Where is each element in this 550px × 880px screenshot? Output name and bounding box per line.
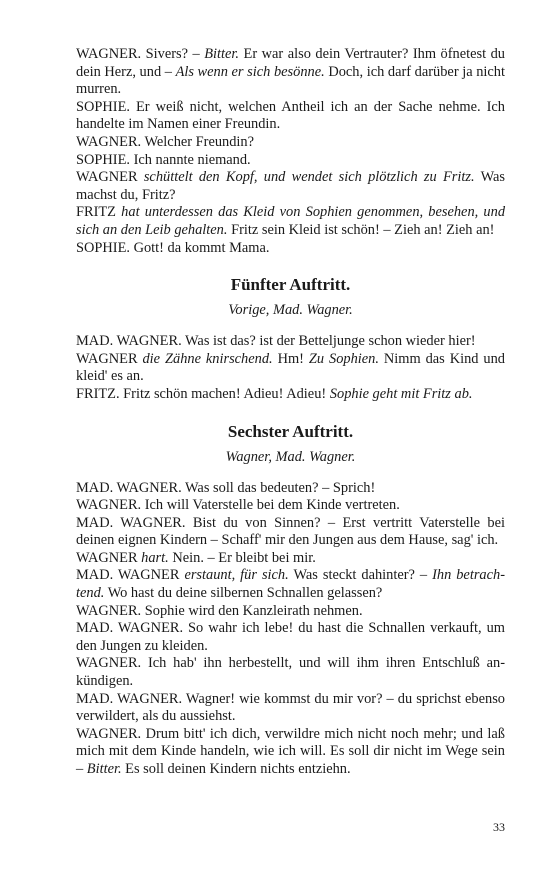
dialogue-text: MAD. WAGNER. So wahr ich lebe! du hast die Schnallen verkauft, um den Jungen zu kleiden. [76,620,505,654]
dialogue-line [76,134,505,152]
dialogue-text: MAD. WAGNER. Bist du von Sinnen? – Erst vertritt Vaterstelle bei deinen eignen Kindern – Schaff' mir den Jungen aus dem Hause, sag' ich. [76,514,505,549]
stage-direction: schüttelt den Kopf, und wendet sich plötzlich zu Fritz. [143,169,475,186]
dialogue-text: MAD. WAGNER. Wagner! wie kommst du mir vor? – du sprichst ebenso verwildert, als du aussiehst. [76,690,505,725]
stage-direction: Als wenn er sich besönne. [175,63,325,80]
scene-heading-5: Fünfter Auftritt. [230,275,351,295]
dialogue-line [76,726,505,779]
dialogue-line [76,655,505,690]
stage-direction: hart. [141,549,169,566]
dialogue-text: MAD. WAGNER. Was ist das? ist der Betteljunge schon wieder hier! [76,333,476,350]
stage-direction: hat unterdessen das Kleid von Sophien genommen, besehen, und sich an den Leib gehalten. [76,204,506,238]
dialogue-line [76,169,505,204]
stage-direction: Zu Sophien. [308,350,379,367]
dialogue-text: Er war also dein Vertrauter? Ihm öfnetest du dein Herz, und – [76,46,505,80]
stage-direction: erstaunt, für sich. [184,567,289,584]
dialogue-line [76,515,505,550]
dialogue-line [76,351,505,386]
dialogue-text: WAGNER. Sophie wird den Kanzleirath nehmen. [76,602,363,619]
dialogue-text: FRITZ [76,204,122,221]
scene-cast-5: Vorige, Mad. Wagner. [228,302,353,319]
dialogue-block-2 [76,333,505,403]
dialogue-text: Wo hast du deine silbernen Schnallen gelassen? [104,585,383,602]
stage-direction: die Zähne knirschend. [142,350,273,367]
dialogue-text: Was steckt dahinter? – [288,567,433,584]
dialogue-text: MAD. WAGNER. Was soll das bedeuten? – Sprich! [76,479,376,496]
dialogue-line [76,333,505,351]
page-number: 33 [493,820,505,834]
dialogue-line [76,99,505,134]
dialogue-text: WAGNER. Ich hab' ihn herbestellt, und will ihm ihren Entschluß ankündigen. [76,655,505,690]
dialogue-text: Hm! [272,350,309,367]
dialogue-text: WAGNER. Welcher Freundin? [76,133,255,150]
dialogue-text: SOPHIE. Er weiß nicht, welchen Antheil ich an der Sache nehme. Ich handelte im Namen einer Freundin. [76,98,505,133]
dialogue-block-3 [76,480,505,779]
dialogue-text: Nimm das Kind und kleid' es an. [76,350,505,385]
dialogue-text: WAGNER [76,549,142,566]
dialogue-text: MAD. WAGNER [76,567,185,584]
dialogue-text: WAGNER. Ich will Vaterstelle bei dem Kinde vertreten. [76,497,400,514]
dialogue-line [76,240,505,258]
scene-cast-6: Wagner, Mad. Wagner. [225,448,356,465]
dialogue-line [76,497,505,515]
dialogue-line [76,480,505,498]
dialogue-line [76,46,505,99]
stage-direction: Bitter. [204,46,240,62]
dialogue-block-1 [76,46,505,257]
dialogue-text: Fritz sein Kleid ist schön! – Zieh an! Zieh an! [227,221,495,238]
dialogue-line [76,550,505,568]
dialogue-text: WAGNER. Drum bitt' ich dich, verwildre mich nicht noch mehr; und laß mich mit dem Kinde handeln, wie ich will. Es soll dir nicht im Wege sein – [76,725,505,777]
dialogue-line [76,567,505,602]
dialogue-line [76,204,505,239]
dialogue-text: WAGNER. Sivers? – [76,46,205,62]
dialogue-line [76,152,505,170]
dialogue-text: FRITZ. Fritz schön machen! Adieu! Adieu! [76,385,330,402]
scene-heading-6: Sechster Auftritt. [227,421,354,441]
dialogue-text: WAGNER [76,169,144,186]
page-body [76,46,505,779]
stage-direction: Ihn betrachtend. [76,567,505,602]
dialogue-text: Es soll deinen Kindern nichts entziehn. [121,761,351,777]
stage-direction: Bitter. [86,761,122,777]
dialogue-text: Nein. – Er bleibt bei mir. [168,549,316,566]
dialogue-text: Doch, ich darf darüber ja nicht murren. [76,63,505,98]
stage-direction: Sophie geht mit Fritz ab. [329,385,473,402]
dialogue-text: SOPHIE. Ich nannte niemand. [76,151,251,168]
dialogue-text: WAGNER [76,350,143,367]
dialogue-line [76,386,505,404]
dialogue-text: Was machst du, Fritz? [76,169,505,203]
dialogue-line [76,691,505,726]
dialogue-line [76,620,505,655]
dialogue-text: SOPHIE. Gott! da kommt Mama. [76,239,270,256]
dialogue-line [76,603,505,621]
